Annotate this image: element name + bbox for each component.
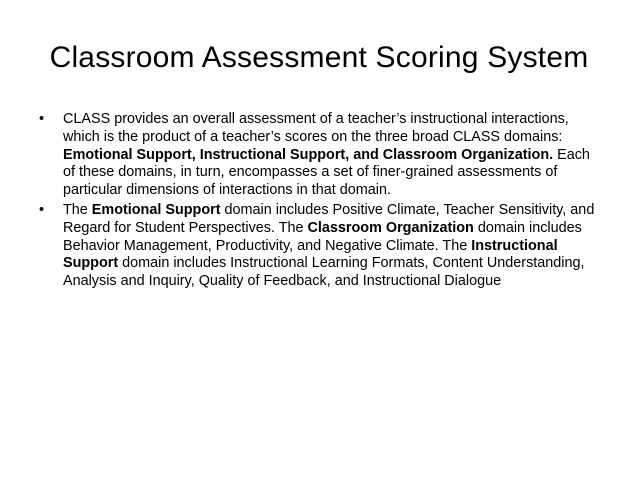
bullet-text-part: domain includes Instructional Learning Formats, Content Understanding, Analysis and Inquiry, Quality of Feedback, and Instructional Dialogue (63, 255, 585, 290)
bullet-text-part: The (63, 201, 92, 218)
bullet-list (39, 111, 599, 293)
bullet-text-bold: Classroom Organization (307, 219, 474, 236)
bullet-item (39, 111, 599, 200)
bullet-text-bold: Emotional Support, Instructional Support, and Classroom Organization. (63, 146, 554, 163)
bullet-text-part: Each of these domains, in turn, encompasses a set of finer-grained assessments of particular dimensions of interactions in that domain. (63, 146, 590, 199)
bullet-text-part: domain includes Positive Climate, Teacher Sensitivity, and Regard for Student Perspectives. The (63, 201, 595, 236)
bullet-text-part: domain includes Behavior Management, Productivity, and Negative Climate. The (63, 219, 582, 254)
slide-title: Classroom Assessment Scoring System (49, 41, 589, 74)
bullet-text-bold: Emotional Support (91, 201, 221, 218)
bullet-marker: • (39, 111, 45, 127)
bullet-marker: • (39, 201, 45, 218)
bullet-text-part: CLASS provides an overall assessment of a teacher’s instructional interactions, which is the product of a teacher’s scores on the three broad CLASS domains: (63, 111, 569, 145)
bullet-item (39, 202, 599, 291)
bullet-text-bold: Instructional Support (63, 237, 558, 272)
